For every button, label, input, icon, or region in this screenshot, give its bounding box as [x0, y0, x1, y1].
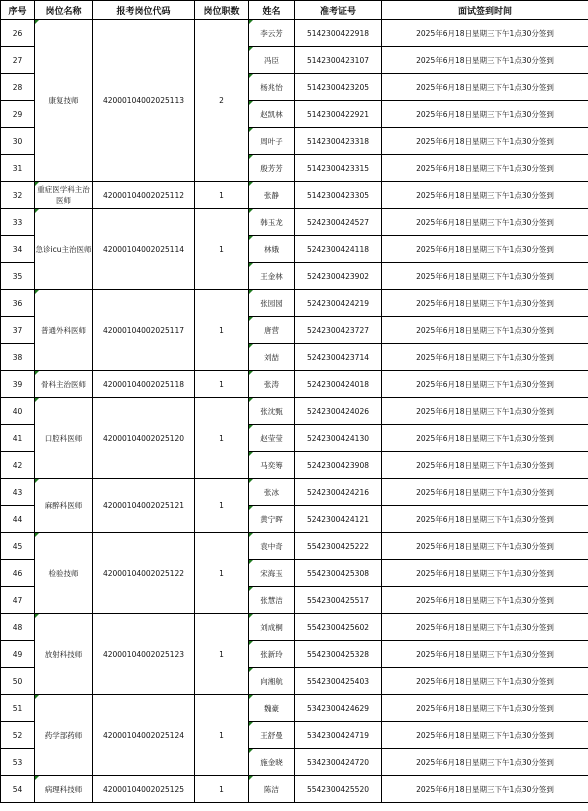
- table-row: [1, 20, 588, 47]
- seq-cell: 48: [1, 614, 35, 641]
- cell-comment-marker: [249, 182, 253, 186]
- candidate-name-cell: [249, 209, 295, 236]
- cell-comment-marker: [249, 128, 253, 132]
- position-code-cell: 42000104002025120: [93, 398, 195, 479]
- cell-comment-marker: [35, 695, 39, 699]
- candidate-name-cell-text: 张冰: [264, 487, 279, 497]
- candidate-name-cell-text: 周叶子: [260, 136, 283, 146]
- candidate-name-cell-text: 刘喆: [264, 352, 279, 362]
- signin-time-cell: 2025年6月18日星期三下午1点30分签到: [382, 641, 588, 668]
- signin-time-cell: 2025年6月18日星期三下午1点30分签到: [382, 749, 588, 776]
- cell-comment-marker: [249, 560, 253, 564]
- ticket-number-cell: 5342300424719: [295, 722, 382, 749]
- ticket-number-cell: 5542300425517: [295, 587, 382, 614]
- ticket-number-cell: 5542300425520: [295, 776, 382, 803]
- candidate-name-cell: [249, 479, 295, 506]
- seq-cell: 51: [1, 695, 35, 722]
- position-name-cell: [35, 695, 93, 776]
- seq-cell: 28: [1, 74, 35, 101]
- cell-comment-marker: [249, 236, 253, 240]
- quota-cell: 1: [195, 290, 249, 371]
- cell-comment-marker: [249, 722, 253, 726]
- header-row: [1, 1, 588, 20]
- cell-comment-marker: [249, 533, 253, 537]
- seq-cell: 30: [1, 128, 35, 155]
- candidate-name-cell-text: 赵莹莹: [260, 433, 283, 443]
- ticket-number-cell: 5142300422918: [295, 20, 382, 47]
- seq-cell: 32: [1, 182, 35, 209]
- candidate-name-cell-text: 殷芳芳: [260, 163, 283, 173]
- signin-time-cell: 2025年6月18日星期三下午1点30分签到: [382, 587, 588, 614]
- cell-comment-marker: [249, 47, 253, 51]
- quota-cell: 1: [195, 209, 249, 290]
- candidate-name-cell: [249, 533, 295, 560]
- signin-time-cell: 2025年6月18日星期三下午1点30分签到: [382, 182, 588, 209]
- position-name-cell-text: 急诊icu主治医师: [35, 244, 92, 254]
- cell-comment-marker: [249, 749, 253, 753]
- position-name-cell-text: 重症医学科主治医师: [37, 185, 90, 205]
- signin-time-cell: 2025年6月18日星期三下午1点30分签到: [382, 560, 588, 587]
- candidate-name-cell: [249, 47, 295, 74]
- cell-comment-marker: [249, 263, 253, 267]
- signin-time-cell: 2025年6月18日星期三下午1点30分签到: [382, 371, 588, 398]
- position-name-cell: [35, 776, 93, 803]
- candidate-name-cell-text: 张园园: [260, 298, 283, 308]
- candidate-name-cell: [249, 452, 295, 479]
- candidate-name-cell: [249, 371, 295, 398]
- seq-cell: 35: [1, 263, 35, 290]
- candidate-name-cell: [249, 317, 295, 344]
- position-name-cell: [35, 371, 93, 398]
- cell-comment-marker: [249, 425, 253, 429]
- ticket-number-cell: 5242300424121: [295, 506, 382, 533]
- candidate-name-cell-text: 赵凯林: [260, 109, 283, 119]
- candidate-name-cell: [249, 695, 295, 722]
- cell-comment-marker: [249, 371, 253, 375]
- candidate-name-cell: [249, 641, 295, 668]
- seq-cell: 39: [1, 371, 35, 398]
- cell-comment-marker: [35, 182, 39, 186]
- ticket-number-cell: 5142300423318: [295, 128, 382, 155]
- candidate-name-cell-text: 刘成桐: [260, 622, 283, 632]
- cell-comment-marker: [35, 776, 39, 780]
- candidate-name-cell-text: 王金林: [260, 271, 283, 281]
- signin-time-cell: 2025年6月18日星期三下午1点30分签到: [382, 479, 588, 506]
- signin-time-cell: 2025年6月18日星期三下午1点30分签到: [382, 668, 588, 695]
- ticket-number-cell: 5242300424527: [295, 209, 382, 236]
- table-row: [1, 398, 588, 425]
- cell-comment-marker: [249, 101, 253, 105]
- header-signin-time: 面试签到时间: [382, 1, 588, 20]
- header-quota: 岗位职数: [195, 1, 249, 20]
- signin-time-cell: 2025年6月18日星期三下午1点30分签到: [382, 155, 588, 182]
- candidate-name-cell-text: 杨兆怡: [260, 82, 283, 92]
- cell-comment-marker: [249, 317, 253, 321]
- candidate-name-cell-text: 林娥: [264, 244, 279, 254]
- seq-cell: 36: [1, 290, 35, 317]
- quota-cell: 1: [195, 533, 249, 614]
- seq-cell: 37: [1, 317, 35, 344]
- table-row: [1, 371, 588, 398]
- signin-time-cell: 2025年6月18日星期三下午1点30分签到: [382, 452, 588, 479]
- table-row: [1, 614, 588, 641]
- candidate-name-cell-text: 张静: [264, 190, 279, 200]
- position-name-cell-text: 麻醉科医师: [44, 501, 83, 510]
- table-row: [1, 479, 588, 506]
- candidate-name-cell-text: 张涛: [264, 379, 279, 389]
- seq-cell: 53: [1, 749, 35, 776]
- signin-time-cell: 2025年6月18日星期三下午1点30分签到: [382, 263, 588, 290]
- cell-comment-marker: [249, 776, 253, 780]
- candidate-name-cell-text: 张沈甄: [260, 406, 283, 416]
- cell-comment-marker: [249, 290, 253, 294]
- position-code-cell: 42000104002025118: [93, 371, 195, 398]
- cell-comment-marker: [249, 695, 253, 699]
- ticket-number-cell: 5542300425222: [295, 533, 382, 560]
- cell-comment-marker: [249, 155, 253, 159]
- table-row: [1, 290, 588, 317]
- quota-cell: 1: [195, 182, 249, 209]
- cell-comment-marker: [249, 398, 253, 402]
- table-row: [1, 695, 588, 722]
- quota-cell: 1: [195, 776, 249, 803]
- table-row: [1, 182, 588, 209]
- ticket-number-cell: 5542300425308: [295, 560, 382, 587]
- candidate-name-cell: [249, 587, 295, 614]
- seq-cell: 50: [1, 668, 35, 695]
- ticket-number-cell: 5242300424216: [295, 479, 382, 506]
- signin-time-cell: 2025年6月18日星期三下午1点30分签到: [382, 317, 588, 344]
- position-name-cell: [35, 182, 93, 209]
- ticket-number-cell: 5142300423305: [295, 182, 382, 209]
- quota-cell: 1: [195, 398, 249, 479]
- signin-time-cell: 2025年6月18日星期三下午1点30分签到: [382, 398, 588, 425]
- header-name: 姓名: [249, 1, 295, 20]
- ticket-number-cell: 5242300423714: [295, 344, 382, 371]
- header-position-code: 报考岗位代码: [93, 1, 195, 20]
- position-name-cell-text: 骨科主治医师: [41, 379, 86, 389]
- position-code-cell: 42000104002025117: [93, 290, 195, 371]
- signin-time-cell: 2025年6月18日星期三下午1点30分签到: [382, 128, 588, 155]
- position-code-cell: 42000104002025123: [93, 614, 195, 695]
- signin-time-cell: 2025年6月18日星期三下午1点30分签到: [382, 236, 588, 263]
- position-name-cell-text: 普通外科医师: [41, 325, 86, 335]
- candidate-name-cell: [249, 776, 295, 803]
- candidate-name-cell: [249, 668, 295, 695]
- ticket-number-cell: 5242300424018: [295, 371, 382, 398]
- seq-cell: 49: [1, 641, 35, 668]
- candidate-name-cell: [249, 614, 295, 641]
- candidate-name-cell: [249, 722, 295, 749]
- seq-cell: 43: [1, 479, 35, 506]
- ticket-number-cell: 5242300424219: [295, 290, 382, 317]
- candidate-name-cell-text: 施金晓: [260, 757, 283, 767]
- table-row: [1, 209, 588, 236]
- ticket-number-cell: 5242300424130: [295, 425, 382, 452]
- cell-comment-marker: [35, 398, 39, 402]
- cell-comment-marker: [249, 74, 253, 78]
- ticket-number-cell: 5542300425602: [295, 614, 382, 641]
- position-name-cell: [35, 290, 93, 371]
- cell-comment-marker: [249, 452, 253, 456]
- header-position-name: 岗位名称: [35, 1, 93, 20]
- ticket-number-cell: 5142300423107: [295, 47, 382, 74]
- cell-comment-marker: [35, 614, 39, 618]
- cell-comment-marker: [249, 20, 253, 24]
- position-name-cell: [35, 479, 93, 533]
- cell-comment-marker: [249, 641, 253, 645]
- signin-time-cell: 2025年6月18日星期三下午1点30分签到: [382, 425, 588, 452]
- candidate-name-cell-text: 唐营: [264, 325, 279, 335]
- candidate-name-cell: [249, 236, 295, 263]
- candidate-name-cell-text: 宋海玉: [260, 568, 283, 578]
- ticket-number-cell: 5542300425328: [295, 641, 382, 668]
- ticket-number-cell: 5342300424720: [295, 749, 382, 776]
- seq-cell: 40: [1, 398, 35, 425]
- ticket-number-cell: 5242300423727: [295, 317, 382, 344]
- candidate-name-cell-text: 张慧洁: [260, 595, 283, 605]
- signin-time-cell: 2025年6月18日星期三下午1点30分签到: [382, 209, 588, 236]
- seq-cell: 45: [1, 533, 35, 560]
- cell-comment-marker: [249, 344, 253, 348]
- header-seq: 序号: [1, 1, 35, 20]
- quota-cell: 1: [195, 695, 249, 776]
- candidate-name-cell-text: 黄宁晖: [260, 514, 283, 524]
- seq-cell: 33: [1, 209, 35, 236]
- signin-time-cell: 2025年6月18日星期三下午1点30分签到: [382, 506, 588, 533]
- ticket-number-cell: 5142300422921: [295, 101, 382, 128]
- ticket-number-cell: 5542300425403: [295, 668, 382, 695]
- position-code-cell: 42000104002025113: [93, 20, 195, 182]
- seq-cell: 41: [1, 425, 35, 452]
- candidate-name-cell-text: 马奕筹: [260, 460, 283, 470]
- candidate-name-cell-text: 王舒曼: [260, 730, 283, 740]
- signin-time-cell: 2025年6月18日星期三下午1点30分签到: [382, 74, 588, 101]
- position-code-cell: 42000104002025121: [93, 479, 195, 533]
- cell-comment-marker: [35, 290, 39, 294]
- candidate-name-cell: [249, 749, 295, 776]
- seq-cell: 52: [1, 722, 35, 749]
- quota-cell: 2: [195, 20, 249, 182]
- seq-cell: 34: [1, 236, 35, 263]
- cell-comment-marker: [249, 209, 253, 213]
- position-name-cell-text: 康复技师: [48, 96, 79, 105]
- cell-comment-marker: [35, 209, 39, 213]
- seq-cell: 31: [1, 155, 35, 182]
- ticket-number-cell: 5242300424026: [295, 398, 382, 425]
- seq-cell: 29: [1, 101, 35, 128]
- quota-cell: 1: [195, 614, 249, 695]
- seq-cell: 44: [1, 506, 35, 533]
- ticket-number-cell: 5342300424629: [295, 695, 382, 722]
- signin-time-cell: 2025年6月18日星期三下午1点30分签到: [382, 344, 588, 371]
- position-name-cell-text: 药学部药师: [44, 730, 83, 740]
- signin-time-cell: 2025年6月18日星期三下午1点30分签到: [382, 290, 588, 317]
- seq-cell: 47: [1, 587, 35, 614]
- cell-comment-marker: [35, 371, 39, 375]
- candidate-name-cell-text: 陈洁: [264, 784, 279, 794]
- quota-cell: 1: [195, 371, 249, 398]
- candidate-name-cell: [249, 344, 295, 371]
- signin-time-cell: 2025年6月18日星期三下午1点30分签到: [382, 20, 588, 47]
- signin-time-cell: 2025年6月18日星期三下午1点30分签到: [382, 695, 588, 722]
- candidate-name-cell-text: 李云芳: [260, 28, 283, 38]
- ticket-number-cell: 5242300423902: [295, 263, 382, 290]
- candidate-name-cell: [249, 155, 295, 182]
- candidate-name-cell-text: 张新玲: [260, 649, 283, 659]
- position-code-cell: 42000104002025114: [93, 209, 195, 290]
- table-row: [1, 533, 588, 560]
- ticket-number-cell: 5142300423315: [295, 155, 382, 182]
- position-name-cell-text: 检验技师: [48, 568, 79, 578]
- signin-time-cell: 2025年6月18日星期三下午1点30分签到: [382, 101, 588, 128]
- candidate-name-cell: [249, 560, 295, 587]
- candidate-name-cell-text: 冯臣: [264, 55, 279, 65]
- position-name-cell-text: 病理科技师: [44, 784, 83, 794]
- seq-cell: 26: [1, 20, 35, 47]
- table-body: [1, 20, 588, 803]
- cell-comment-marker: [249, 506, 253, 510]
- position-name-cell-text: 放射科技师: [44, 649, 83, 659]
- position-name-cell: [35, 209, 93, 290]
- seq-cell: 42: [1, 452, 35, 479]
- cell-comment-marker: [35, 533, 39, 537]
- signin-time-cell: 2025年6月18日星期三下午1点30分签到: [382, 47, 588, 74]
- cell-comment-marker: [249, 587, 253, 591]
- candidate-name-cell: [249, 182, 295, 209]
- candidate-name-cell: [249, 101, 295, 128]
- cell-comment-marker: [249, 614, 253, 618]
- candidate-name-cell: [249, 425, 295, 452]
- position-name-cell: [35, 398, 93, 479]
- seq-cell: 46: [1, 560, 35, 587]
- position-name-cell-text: 口腔科医师: [44, 433, 83, 443]
- ticket-number-cell: 5242300423908: [295, 452, 382, 479]
- cell-comment-marker: [35, 479, 39, 483]
- candidate-name-cell: [249, 398, 295, 425]
- seq-cell: 27: [1, 47, 35, 74]
- signin-time-cell: 2025年6月18日星期三下午1点30分签到: [382, 533, 588, 560]
- candidate-name-cell-text: 韩玉龙: [260, 217, 283, 227]
- position-code-cell: 42000104002025122: [93, 533, 195, 614]
- cell-comment-marker: [35, 20, 39, 24]
- cell-comment-marker: [249, 668, 253, 672]
- position-name-cell: [35, 20, 93, 182]
- signin-time-cell: 2025年6月18日星期三下午1点30分签到: [382, 722, 588, 749]
- candidate-name-cell-text: 向湘航: [260, 676, 283, 686]
- signin-time-cell: 2025年6月18日星期三下午1点30分签到: [382, 776, 588, 803]
- seq-cell: 54: [1, 776, 35, 803]
- header-ticket: 准考证号: [295, 1, 382, 20]
- candidate-name-cell: [249, 20, 295, 47]
- signin-time-cell: 2025年6月18日星期三下午1点30分签到: [382, 614, 588, 641]
- candidate-name-cell: [249, 128, 295, 155]
- candidate-name-cell: [249, 74, 295, 101]
- seq-cell: 38: [1, 344, 35, 371]
- candidate-name-cell: [249, 290, 295, 317]
- position-name-cell: [35, 614, 93, 695]
- table-row: [1, 776, 588, 803]
- position-code-cell: 42000104002025125: [93, 776, 195, 803]
- candidate-name-cell-text: 魏豪: [264, 703, 279, 713]
- position-name-cell: [35, 533, 93, 614]
- quota-cell: 1: [195, 479, 249, 533]
- candidate-name-cell-text: 袁中奇: [260, 541, 283, 551]
- position-code-cell: 42000104002025124: [93, 695, 195, 776]
- candidate-name-cell: [249, 506, 295, 533]
- cell-comment-marker: [249, 479, 253, 483]
- candidate-name-cell: [249, 263, 295, 290]
- ticket-number-cell: 5142300423205: [295, 74, 382, 101]
- position-code-cell: 42000104002025112: [93, 182, 195, 209]
- ticket-number-cell: 5242300424118: [295, 236, 382, 263]
